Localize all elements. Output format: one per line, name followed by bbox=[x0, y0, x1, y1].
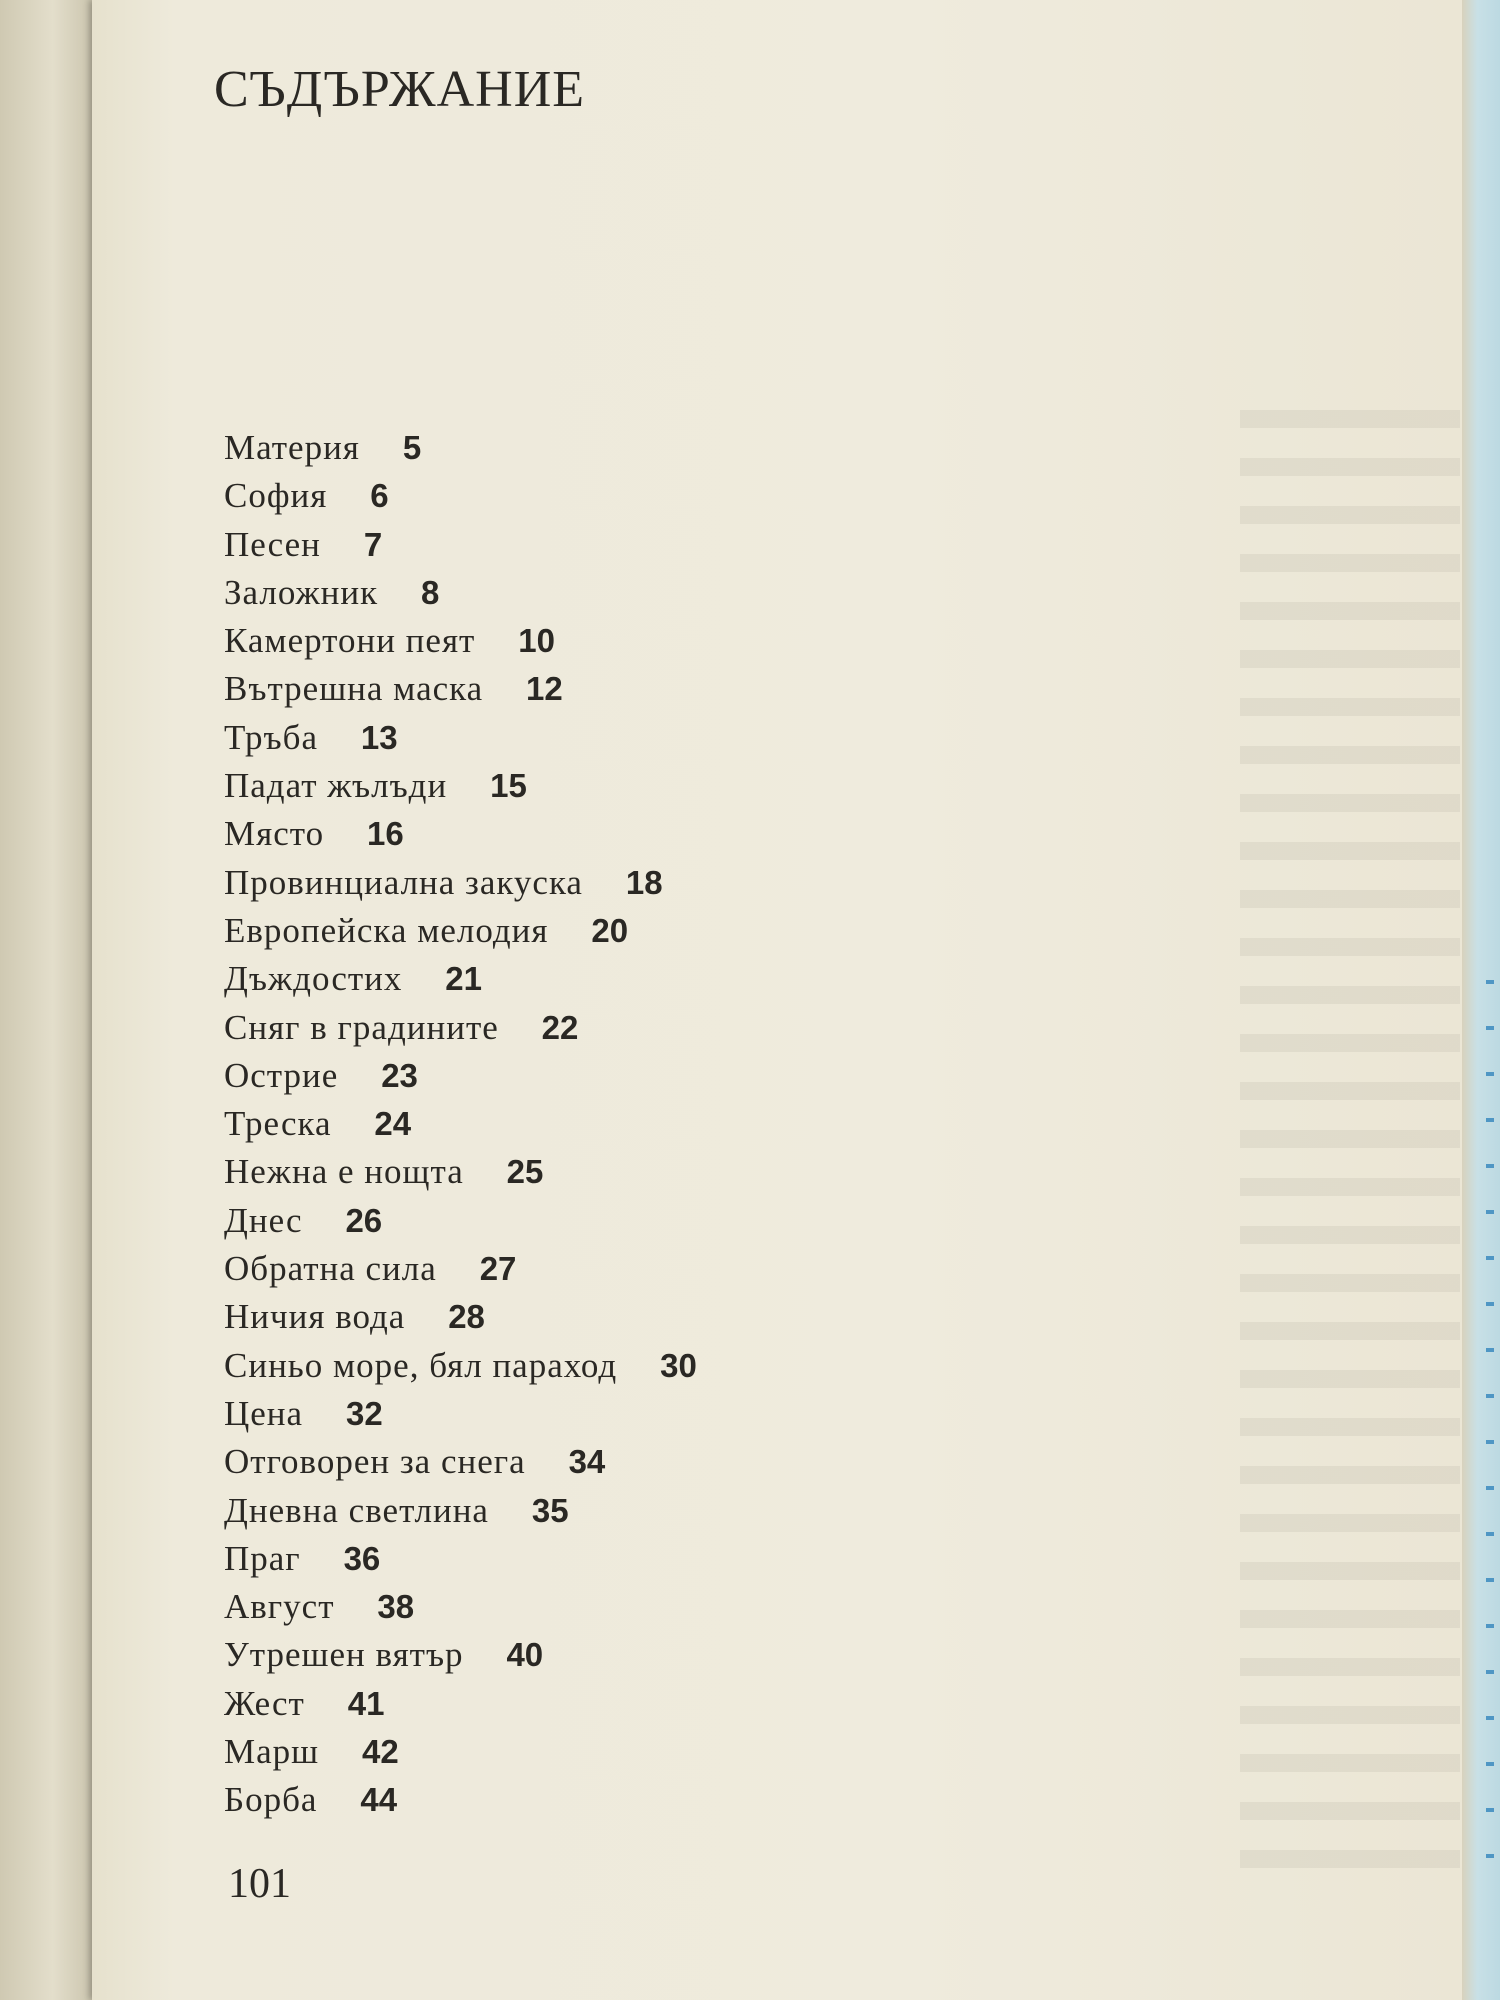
toc-entry-title: Отговорен за снега bbox=[224, 1442, 526, 1482]
toc-entry bbox=[224, 1100, 1124, 1148]
toc-entry bbox=[224, 1728, 1124, 1776]
previous-page-edge bbox=[0, 0, 96, 2000]
toc-entry-page: 34 bbox=[568, 1443, 606, 1481]
toc-entry-title: Заложник bbox=[224, 572, 379, 612]
toc-entry-page: 13 bbox=[360, 718, 398, 756]
toc-entry-page: 26 bbox=[345, 1201, 383, 1239]
toc-entry bbox=[224, 1342, 1124, 1390]
toc-entry bbox=[224, 472, 1124, 520]
toc-entry bbox=[224, 1245, 1124, 1293]
toc-entry-page: 27 bbox=[479, 1250, 517, 1288]
toc-entry bbox=[224, 424, 1124, 472]
toc-entry-title: Тръба bbox=[224, 717, 318, 757]
toc-entry-page: 40 bbox=[506, 1636, 544, 1674]
toc-entry-page: 8 bbox=[421, 573, 440, 611]
toc-entry bbox=[224, 1776, 1124, 1824]
toc-entry-page: 28 bbox=[448, 1298, 485, 1336]
toc-entry bbox=[224, 1390, 1124, 1438]
toc-entry bbox=[224, 955, 1124, 1003]
toc-entry-title: Синьо море, бял параход bbox=[224, 1345, 618, 1385]
toc-entry bbox=[224, 1631, 1124, 1679]
toc-entry-page: 5 bbox=[402, 429, 422, 466]
toc-entry-title: Нежна е нощта bbox=[224, 1152, 464, 1192]
toc-entry-title: Днес bbox=[224, 1200, 303, 1240]
toc-entry bbox=[224, 1004, 1124, 1052]
toc-entry-title: Място bbox=[224, 814, 325, 854]
toc-entry-page: 12 bbox=[526, 670, 563, 708]
toc-entry bbox=[224, 810, 1124, 858]
toc-entry bbox=[224, 1293, 1124, 1341]
next-page-edge bbox=[1462, 0, 1500, 2000]
toc-entry bbox=[224, 521, 1124, 569]
toc-entry-title: Жест bbox=[224, 1683, 305, 1723]
toc-entry-page: 41 bbox=[347, 1684, 385, 1722]
toc-entry bbox=[224, 1583, 1124, 1631]
toc-entry-title: Вътрешна маска bbox=[224, 669, 484, 709]
toc-entry-title: Треска bbox=[224, 1104, 332, 1144]
toc-entry-page: 30 bbox=[660, 1346, 697, 1384]
toc-entry-title: Праг bbox=[224, 1538, 301, 1578]
toc-entry bbox=[224, 1680, 1124, 1728]
toc-entry-title: Сняг в градините bbox=[224, 1007, 499, 1047]
toc-entry bbox=[224, 1535, 1124, 1583]
toc-entry-title: София bbox=[224, 476, 328, 516]
table-of-contents bbox=[224, 424, 1124, 1825]
toc-entry bbox=[224, 569, 1124, 617]
toc-entry bbox=[224, 617, 1124, 665]
toc-entry-page: 16 bbox=[366, 815, 404, 853]
toc-entry-page: 44 bbox=[360, 1781, 398, 1819]
toc-entry-title: Падат жълъди bbox=[224, 766, 448, 806]
toc-entry-title: Материя bbox=[224, 428, 360, 467]
toc-entry-page: 35 bbox=[531, 1491, 569, 1529]
toc-entry-title: Марш bbox=[224, 1732, 320, 1772]
toc-entry-title: Дъждостих bbox=[224, 959, 403, 999]
toc-entry-title: Обратна сила bbox=[224, 1249, 437, 1289]
show-through-text bbox=[1240, 410, 1460, 1870]
toc-entry-title: Песен bbox=[224, 524, 321, 564]
toc-entry-page: 10 bbox=[518, 622, 555, 660]
toc-entry-page: 23 bbox=[381, 1056, 418, 1094]
toc-entry-page: 32 bbox=[345, 1394, 383, 1432]
toc-entry-page: 21 bbox=[445, 960, 483, 998]
page-number: 101 bbox=[228, 1861, 291, 1907]
toc-entry bbox=[224, 1438, 1124, 1486]
toc-entry bbox=[224, 1148, 1124, 1196]
toc-entry bbox=[224, 665, 1124, 713]
toc-entry bbox=[224, 1197, 1124, 1245]
toc-entry-page: 38 bbox=[377, 1588, 415, 1626]
toc-entry-page: 42 bbox=[362, 1733, 399, 1771]
toc-entry-page: 7 bbox=[363, 525, 383, 563]
toc-entry-title: Европейска мелодия bbox=[224, 910, 549, 950]
toc-entry bbox=[224, 1487, 1124, 1535]
toc-entry-page: 22 bbox=[541, 1008, 579, 1046]
blue-edge-marks bbox=[1486, 980, 1494, 1880]
toc-entry bbox=[224, 714, 1124, 762]
toc-entry bbox=[224, 1052, 1124, 1100]
toc-entry-title: Борба bbox=[224, 1780, 318, 1820]
toc-entry bbox=[224, 907, 1124, 955]
toc-entry bbox=[224, 762, 1124, 810]
toc-entry-page: 20 bbox=[591, 911, 629, 949]
toc-entry-page: 25 bbox=[506, 1153, 544, 1191]
toc-entry-page: 15 bbox=[490, 767, 527, 805]
toc-entry-title: Ничия вода bbox=[224, 1297, 406, 1337]
toc-entry bbox=[224, 859, 1124, 907]
toc-entry-title: Утрешен вятър bbox=[224, 1635, 464, 1675]
toc-entry-page: 6 bbox=[370, 477, 389, 515]
toc-entry-title: Цена bbox=[224, 1393, 304, 1433]
toc-entry-page: 24 bbox=[374, 1105, 412, 1143]
page-title: СЪДЪРЖАНИЕ bbox=[214, 61, 586, 118]
toc-entry-title: Дневна светлина bbox=[224, 1490, 489, 1530]
toc-entry-title: Провинциална закуска bbox=[224, 862, 583, 902]
toc-entry-page: 36 bbox=[343, 1539, 381, 1577]
toc-entry-title: Острие bbox=[224, 1055, 339, 1095]
toc-entry-page: 18 bbox=[625, 863, 663, 901]
toc-entry-title: Август bbox=[224, 1587, 335, 1627]
toc-entry-title: Камертони пеят bbox=[224, 621, 476, 661]
